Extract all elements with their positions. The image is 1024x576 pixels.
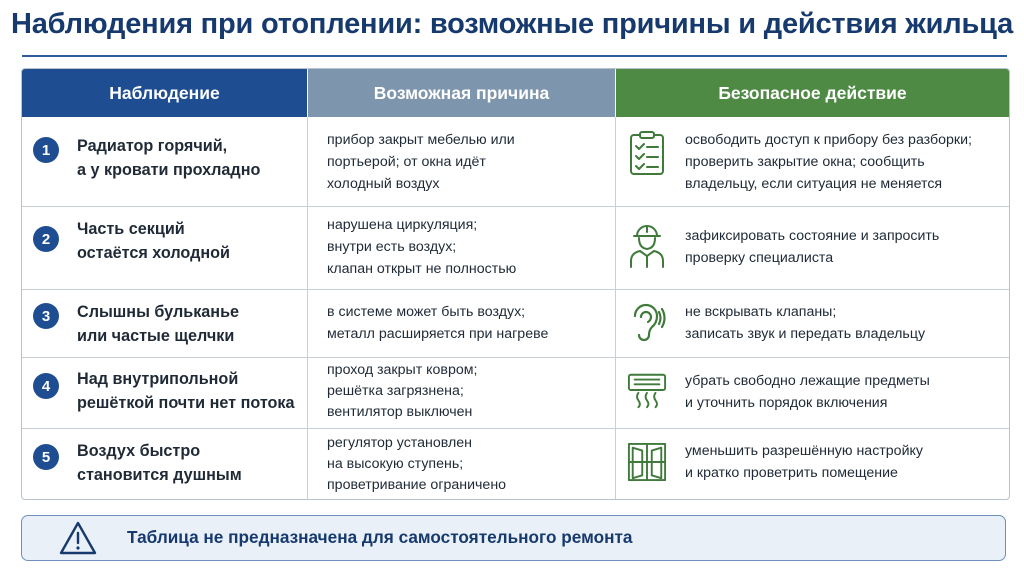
- technician-icon: [627, 223, 667, 267]
- row-number-badge: 1: [33, 137, 59, 163]
- row-number-badge: 4: [33, 373, 59, 399]
- observation-text: Радиатор горячий, а у кровати прохладно: [77, 137, 261, 179]
- guidance-table: [21, 68, 1010, 500]
- observation-text: Слышны бульканье или частые щелчки: [77, 303, 240, 345]
- cause-text: в системе может быть воздух; металл расширяется при нагреве: [327, 304, 549, 342]
- warning-icon: [58, 520, 98, 556]
- table-row: [22, 358, 1009, 428]
- header-cause: Возможная причина: [308, 69, 615, 117]
- window-icon: [627, 440, 667, 484]
- cause-text: проход закрыт ковром; решётка загрязнена; вентилятор выключен: [327, 362, 478, 420]
- observation-text: Над внутрипольной решёткой почти нет потока: [77, 370, 295, 412]
- cause-text: регулятор установлен на высокую ступень; проветривание ограничено: [327, 435, 507, 493]
- observation-text: Часть секций остаётся холодной: [77, 220, 230, 262]
- header-action: Безопасное действие: [616, 69, 1009, 117]
- row-number-badge: 5: [33, 444, 59, 470]
- action-text: уменьшить разрешённую настройку и кратко проветрить помещение: [685, 443, 923, 481]
- cause-text: нарушена циркуляция; внутри есть воздух; клапан открыт не полностью: [327, 217, 517, 277]
- observation-text: Воздух быстро становится душным: [77, 442, 242, 484]
- table-row: [22, 429, 1009, 499]
- table-row: [22, 290, 1009, 357]
- disclaimer-banner: [21, 515, 1006, 561]
- header-observation: Наблюдение: [22, 69, 307, 117]
- title-divider: [22, 55, 1007, 57]
- row-number-badge: 3: [33, 303, 59, 329]
- cause-text: прибор закрыт мебелью или портьерой; от окна идёт холодный воздух: [327, 132, 515, 192]
- ear-icon: [627, 300, 667, 344]
- checklist-icon: [627, 131, 667, 175]
- table-row: [22, 207, 1009, 289]
- action-text: не вскрывать клапаны; записать звук и передать владельцу: [685, 304, 926, 342]
- disclaimer-text: Таблица не предназначена для самостоятельного ремонта: [127, 527, 633, 547]
- floor-grille-icon: [627, 368, 667, 412]
- row-number-badge: 2: [33, 226, 59, 252]
- page-title: Наблюдения при отоплении: возможные причины и действия жильца: [10, 8, 1014, 40]
- action-text: зафиксировать состояние и запросить проверку специалиста: [685, 228, 940, 266]
- action-text: освободить доступ к прибору без разборки; проверить закрытие окна; сообщить владельцу, если ситуация не меняется: [685, 132, 972, 192]
- table-row: [22, 117, 1009, 206]
- action-text: убрать свободно лежащие предметы и уточнить порядок включения: [685, 373, 930, 411]
